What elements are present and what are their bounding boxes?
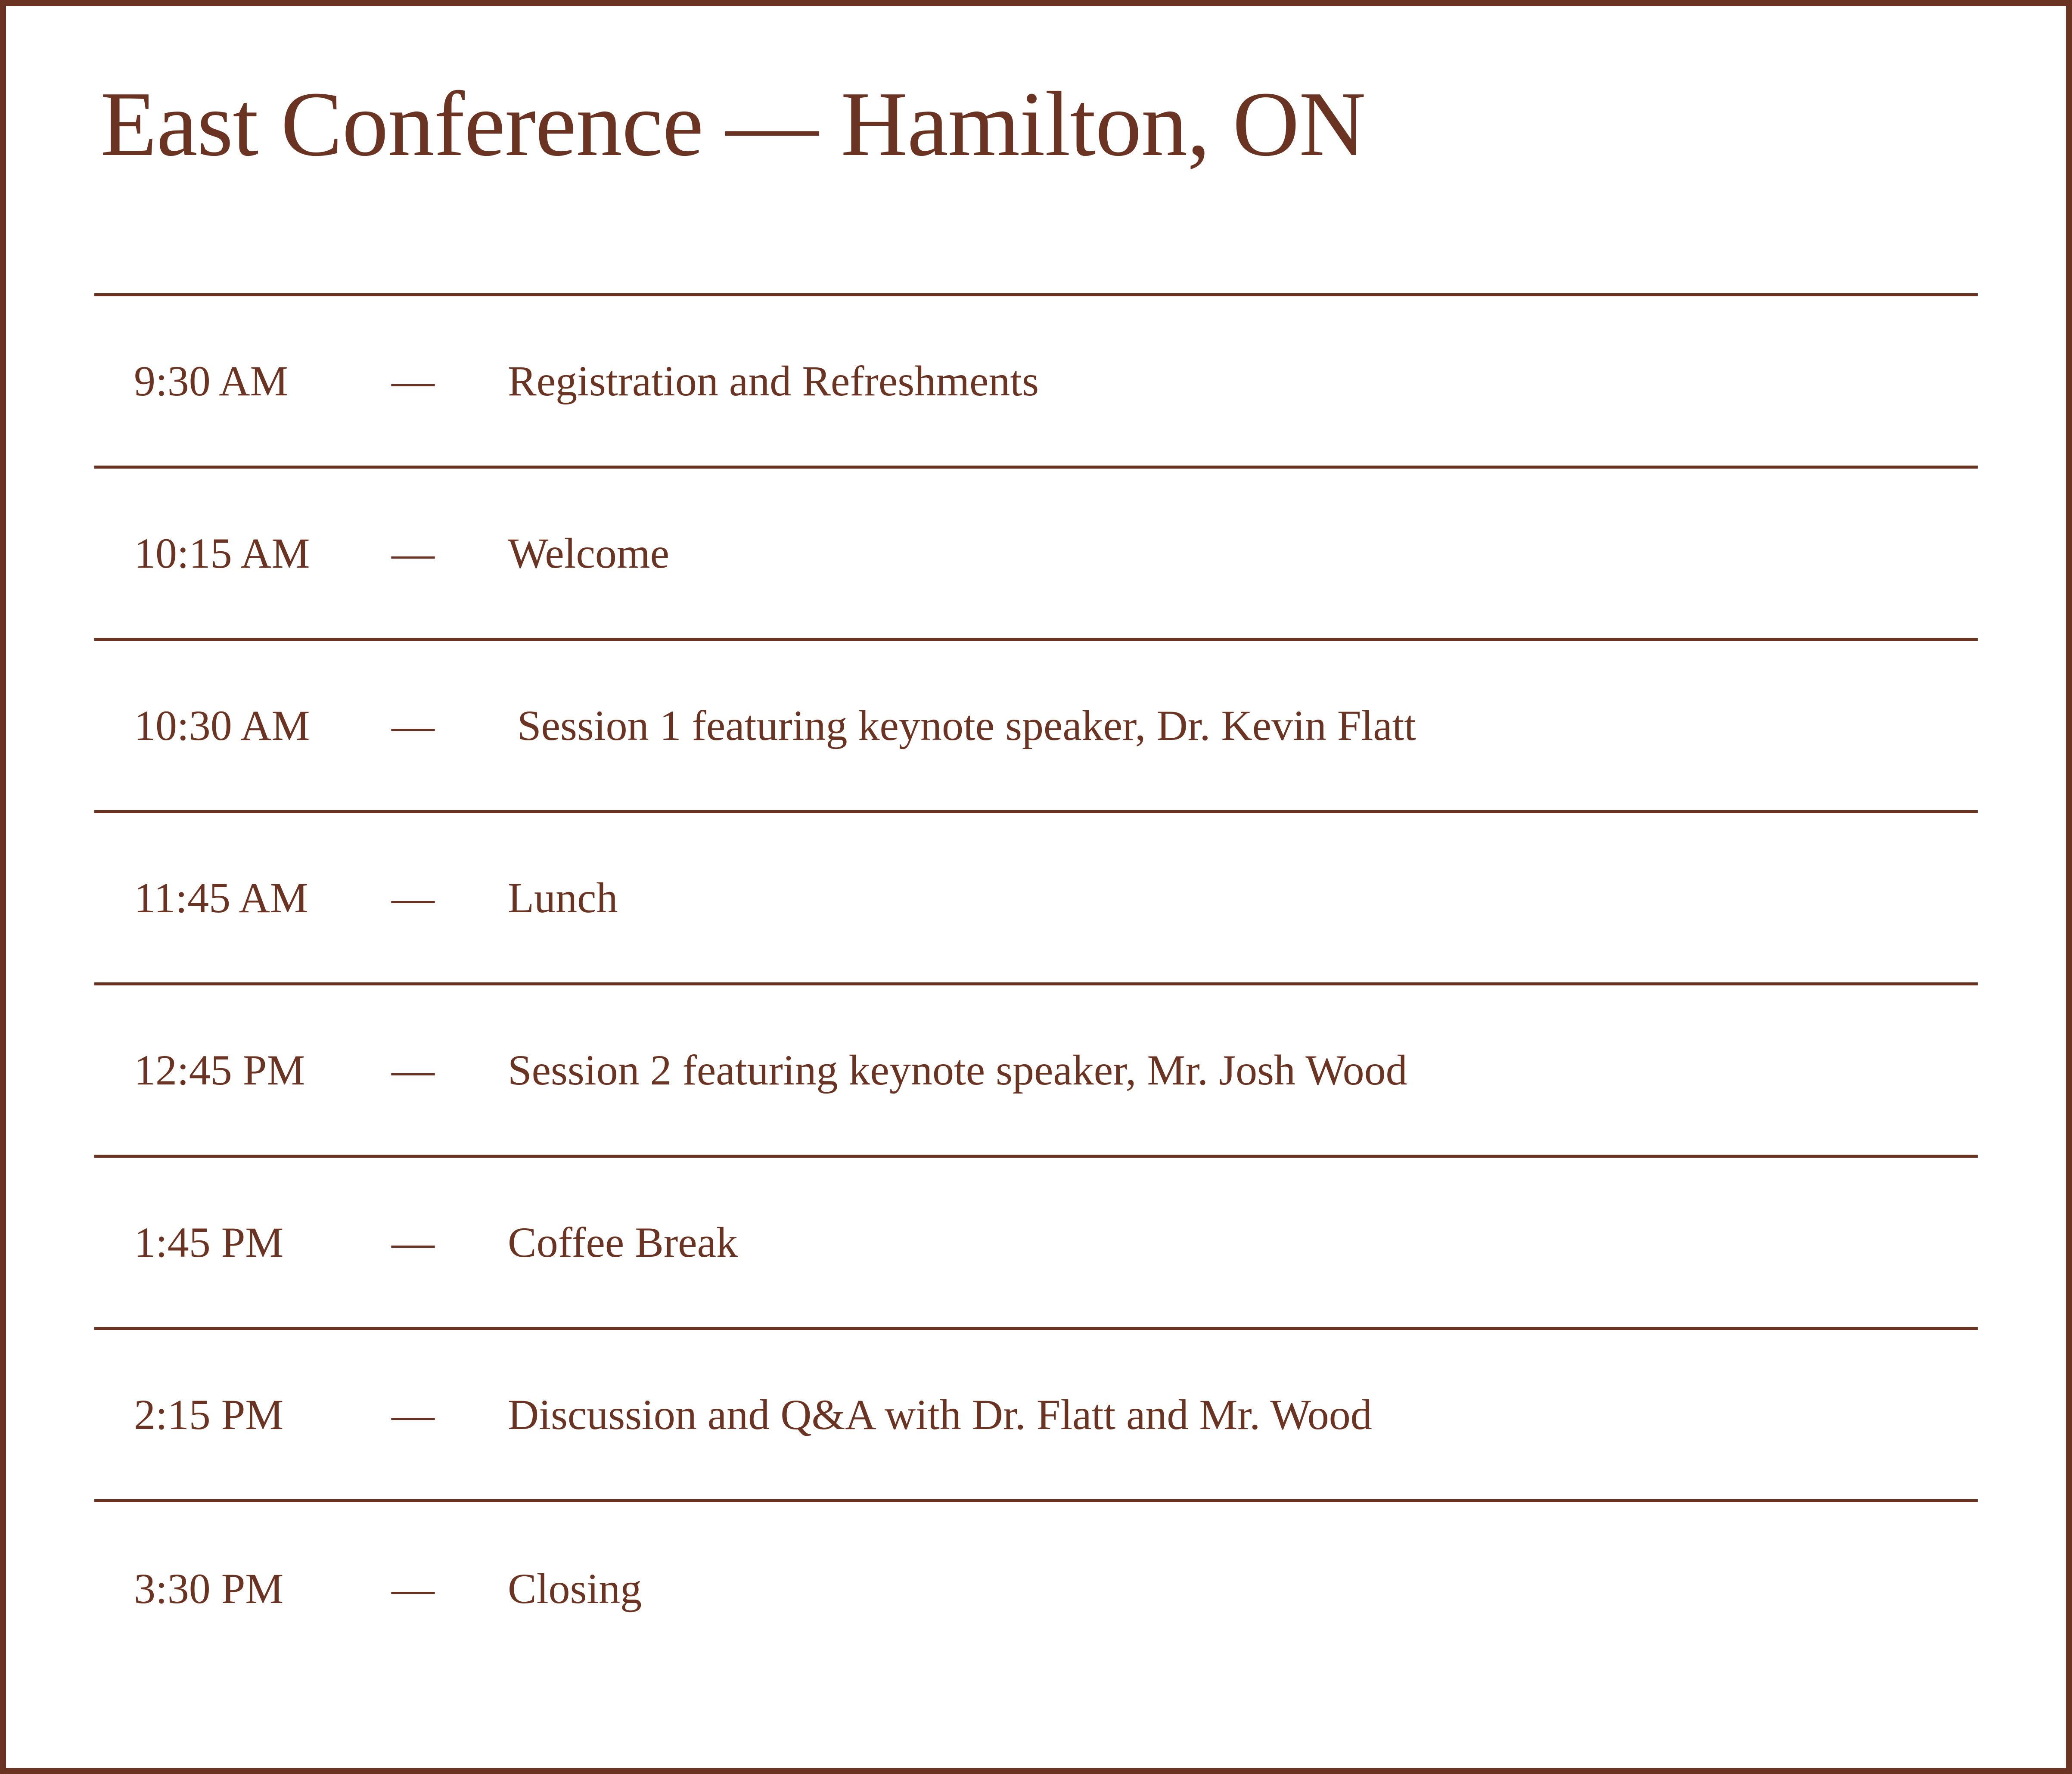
schedule-row xyxy=(94,469,1978,641)
schedule-row xyxy=(94,1502,1978,1675)
schedule-time: 10:15 AM xyxy=(134,529,310,578)
schedule-separator: — xyxy=(391,702,435,750)
schedule-row xyxy=(94,985,1978,1158)
schedule-row xyxy=(94,813,1978,985)
schedule-time: 11:45 AM xyxy=(134,874,308,922)
schedule-time: 3:30 PM xyxy=(134,1564,284,1612)
schedule-separator: — xyxy=(391,357,435,405)
page-title: East Conference — Hamilton, ON xyxy=(100,72,1366,175)
schedule-row xyxy=(94,1158,1978,1330)
schedule-description: Discussion and Q&A with Dr. Flatt and Mr. Wood xyxy=(508,1391,1372,1439)
schedule-description: Session 2 featuring keynote speaker, Mr. Josh Wood xyxy=(508,1046,1407,1094)
schedule-time: 9:30 AM xyxy=(134,357,289,405)
schedule-separator: — xyxy=(391,1046,435,1094)
schedule-description: Lunch xyxy=(508,874,618,922)
schedule-separator: — xyxy=(391,1564,435,1612)
schedule-description: Welcome xyxy=(508,529,670,578)
schedule-row xyxy=(94,1330,1978,1502)
schedule-separator: — xyxy=(391,529,435,578)
schedule-description: Closing xyxy=(508,1564,642,1612)
poster-content xyxy=(6,6,2066,1675)
schedule-separator: — xyxy=(391,874,435,922)
schedule-description: Registration and Refreshments xyxy=(508,357,1039,405)
schedule-row xyxy=(94,641,1978,813)
schedule-time: 1:45 PM xyxy=(134,1218,284,1267)
schedule-table xyxy=(94,293,1978,1675)
schedule-separator: — xyxy=(391,1218,435,1267)
schedule-time: 10:30 AM xyxy=(134,702,310,750)
schedule-row xyxy=(94,296,1978,469)
schedule-description: Coffee Break xyxy=(508,1218,738,1267)
schedule-separator: — xyxy=(391,1391,435,1439)
schedule-time: 12:45 PM xyxy=(134,1046,305,1094)
schedule-description: Session 1 featuring keynote speaker, Dr. Kevin Flatt xyxy=(517,702,1417,750)
schedule-time: 2:15 PM xyxy=(134,1391,284,1439)
